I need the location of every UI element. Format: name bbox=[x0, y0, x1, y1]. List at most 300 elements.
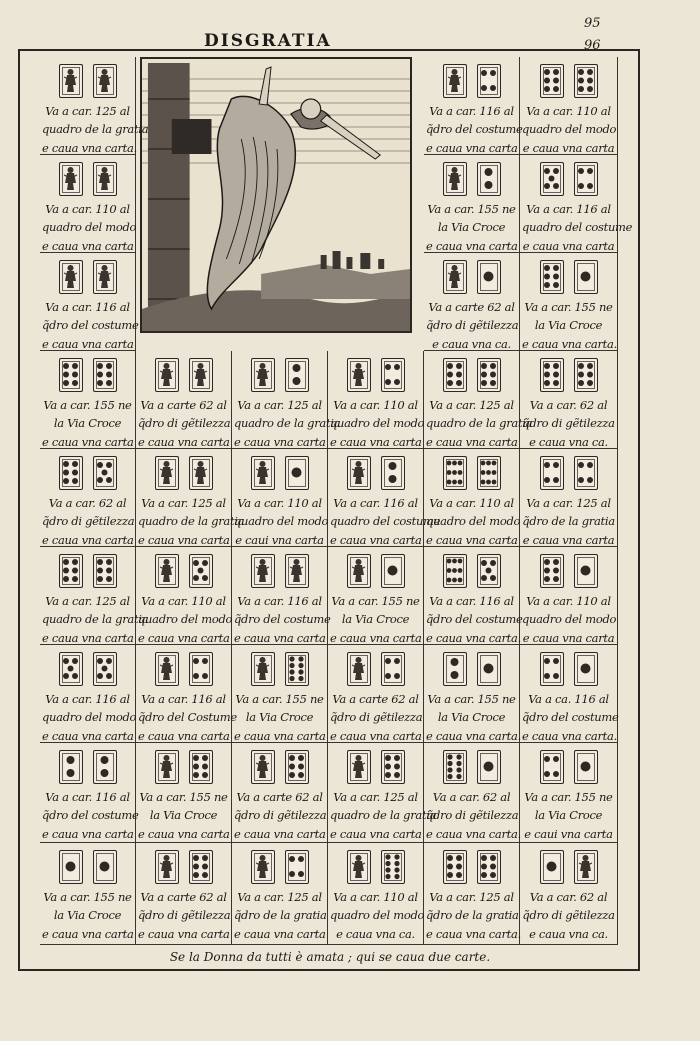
cell-text-line: Va a car. 116 al bbox=[45, 692, 130, 706]
page-number-95: 95 bbox=[584, 16, 601, 31]
cell-text-line: q̃dro di gẽtilezza bbox=[522, 416, 615, 430]
cell-text-line: Va a car. 125 al bbox=[45, 104, 130, 118]
cell-text-line: Va a car. 125 al bbox=[237, 890, 322, 904]
card-pair bbox=[232, 358, 327, 394]
pip-card-icon bbox=[93, 750, 117, 784]
figure-card-icon bbox=[155, 850, 179, 884]
cell-text-line: e caua vna carta. bbox=[522, 337, 617, 351]
figure-card-icon bbox=[347, 750, 371, 784]
cell-text-line: quadro de la gratia bbox=[234, 416, 341, 430]
card-cell bbox=[520, 155, 633, 253]
pip-card-icon bbox=[285, 850, 309, 884]
card-pair bbox=[232, 850, 327, 886]
figure-card-icon bbox=[574, 850, 598, 884]
cell-text-line: e caua vna carta bbox=[138, 927, 230, 941]
cell-text-line: e caua vna carta bbox=[330, 435, 422, 449]
pip-card-icon bbox=[477, 162, 501, 196]
cell-text-line: e caua vna carta bbox=[42, 729, 134, 743]
cell-text-line: la Via Croce bbox=[53, 908, 122, 922]
cell-text-line: e caua vna carta bbox=[42, 435, 134, 449]
cell-text-line: Va a car. 116 al bbox=[333, 496, 418, 510]
pip-card-icon bbox=[477, 260, 501, 294]
cell-text-line: Va a car. 116 al bbox=[526, 202, 611, 216]
pip-card-icon bbox=[574, 64, 598, 98]
card-pair bbox=[424, 64, 519, 100]
figure-card-icon bbox=[443, 162, 467, 196]
cell-text-line: Va a car. 155 ne bbox=[331, 594, 420, 608]
card-pair bbox=[40, 260, 135, 296]
cell-text-line: Va a car. 110 al bbox=[333, 890, 418, 904]
cell-text-line: Va a car. 155 ne bbox=[427, 692, 516, 706]
card-pair bbox=[520, 554, 617, 590]
card-cell bbox=[136, 743, 232, 843]
cell-text-line: Va a car. 155 ne bbox=[524, 300, 613, 314]
card-cell bbox=[232, 743, 328, 843]
figure-card-icon bbox=[155, 358, 179, 392]
cell-text-line: e caua vna ca. bbox=[432, 337, 511, 351]
pip-card-icon bbox=[443, 750, 467, 784]
card-cell bbox=[424, 57, 523, 155]
cell-text-line: Va a car. 116 al bbox=[45, 790, 130, 804]
cell-text-line: Va a car. 110 al bbox=[141, 594, 226, 608]
cell-text-line: quadro del modo bbox=[42, 220, 137, 234]
figure-card-icon bbox=[251, 456, 275, 490]
pip-card-icon bbox=[59, 850, 83, 884]
cell-text-line: e caua vna carta bbox=[234, 827, 326, 841]
cell-text-line: Va a car. 116 al bbox=[429, 104, 514, 118]
figure-card-icon bbox=[155, 750, 179, 784]
card-pair bbox=[520, 850, 617, 886]
pip-card-icon bbox=[93, 850, 117, 884]
pip-card-icon bbox=[443, 358, 467, 392]
figure-card-icon bbox=[155, 456, 179, 490]
pip-card-icon bbox=[477, 850, 501, 884]
cell-text-line: Va a car. 125 al bbox=[237, 398, 322, 412]
pip-card-icon bbox=[574, 652, 598, 686]
card-cell bbox=[40, 57, 149, 155]
card-pair bbox=[40, 358, 135, 394]
card-cell bbox=[40, 743, 139, 843]
figure-card-icon bbox=[285, 554, 309, 588]
card-cell bbox=[424, 155, 520, 253]
pip-card-icon bbox=[189, 850, 213, 884]
pip-card-icon bbox=[540, 750, 564, 784]
cell-text-line: q̃dro del costume bbox=[234, 612, 331, 626]
card-cell bbox=[520, 57, 618, 155]
figure-card-icon bbox=[251, 554, 275, 588]
card-pair bbox=[520, 750, 617, 786]
pip-card-icon bbox=[59, 456, 83, 490]
cell-text-line: e caua vna carta bbox=[426, 533, 518, 547]
cell-text-line: e caua vna ca. bbox=[336, 927, 415, 941]
pip-card-icon bbox=[477, 358, 501, 392]
cell-text-line: Va a car. 125 al bbox=[333, 790, 418, 804]
figure-card-icon bbox=[155, 554, 179, 588]
card-cell bbox=[520, 743, 618, 843]
pip-card-icon bbox=[477, 64, 501, 98]
pip-card-icon bbox=[189, 554, 213, 588]
pip-card-icon bbox=[540, 260, 564, 294]
figure-card-icon bbox=[443, 64, 467, 98]
cell-text-line: quadro del modo bbox=[42, 710, 137, 724]
card-cell bbox=[328, 449, 441, 547]
cell-text-line: quadro de la gratia bbox=[426, 416, 533, 430]
card-pair bbox=[328, 358, 423, 394]
cell-text-line: e caua vna carta. bbox=[426, 827, 521, 841]
cell-text-line: Va a car. 155 ne bbox=[43, 890, 132, 904]
card-pair bbox=[520, 64, 617, 100]
cell-text-line: Va a car. 110 al bbox=[429, 496, 514, 510]
card-cell bbox=[40, 351, 136, 449]
pip-card-icon bbox=[540, 456, 564, 490]
cell-text-line: Va a car. 116 al bbox=[141, 692, 226, 706]
pip-card-icon bbox=[189, 652, 213, 686]
figure-card-icon bbox=[347, 358, 371, 392]
cell-text-line: e caua vna ca. bbox=[529, 927, 608, 941]
pip-card-icon bbox=[93, 652, 117, 686]
card-pair bbox=[520, 162, 617, 198]
cell-text-line: e caua vna carta bbox=[234, 631, 326, 645]
cell-text-line: e caua vna carta bbox=[234, 927, 326, 941]
pip-card-icon bbox=[381, 456, 405, 490]
card-cell bbox=[424, 843, 520, 945]
pip-card-icon bbox=[477, 554, 501, 588]
cell-text-line: e caua vna carta bbox=[522, 141, 615, 155]
card-cell bbox=[232, 843, 328, 945]
cell-text-line: quadro del modo bbox=[330, 908, 425, 922]
card-cell bbox=[424, 645, 520, 743]
card-pair bbox=[232, 750, 327, 786]
cell-text-line: e caua vna carta bbox=[138, 533, 230, 547]
cell-text-line: e caui vna carta bbox=[524, 827, 613, 841]
card-pair bbox=[520, 358, 617, 394]
pip-card-icon bbox=[381, 850, 405, 884]
figure-card-icon bbox=[347, 850, 371, 884]
cell-text-line: Va a car. 125 al bbox=[429, 398, 514, 412]
pip-card-icon bbox=[381, 554, 405, 588]
pip-card-icon bbox=[540, 162, 564, 196]
cell-text-line: Va a carte 62 al bbox=[236, 790, 323, 804]
cell-text-line: e caua vna carta bbox=[42, 827, 134, 841]
cell-text-line: e caua vna carta bbox=[426, 435, 518, 449]
card-pair bbox=[520, 652, 617, 688]
pip-card-icon bbox=[93, 554, 117, 588]
cell-text-line: e caua vna carta. bbox=[426, 927, 521, 941]
card-cell bbox=[328, 743, 437, 843]
cell-text-line: e caua vna carta bbox=[426, 239, 518, 253]
pip-card-icon bbox=[540, 64, 564, 98]
pip-card-icon bbox=[285, 358, 309, 392]
pip-card-icon bbox=[189, 750, 213, 784]
pip-card-icon bbox=[540, 358, 564, 392]
pip-card-icon bbox=[381, 750, 405, 784]
card-pair bbox=[328, 850, 423, 886]
pip-card-icon bbox=[285, 652, 309, 686]
cell-text-line: e caua vna carta bbox=[42, 533, 134, 547]
card-cell bbox=[136, 843, 232, 945]
card-pair bbox=[424, 358, 519, 394]
cell-text-line: q̃dro del costume bbox=[42, 318, 139, 332]
figure-card-icon bbox=[93, 162, 117, 196]
cell-text-line: Va a car. 155 ne bbox=[235, 692, 324, 706]
cell-text-line: Va a car. 110 al bbox=[526, 594, 611, 608]
cell-text-line: la Via Croce bbox=[437, 710, 506, 724]
pip-card-icon bbox=[477, 456, 501, 490]
page-title: DISGRATIA bbox=[204, 31, 332, 51]
card-pair bbox=[328, 652, 423, 688]
cell-text-line: e caua vna carta bbox=[522, 239, 615, 253]
pip-card-icon bbox=[574, 162, 598, 196]
page-number-96: 96 bbox=[584, 38, 601, 53]
card-cell bbox=[424, 743, 520, 843]
cell-text-line: Va a ca. 116 al bbox=[528, 692, 609, 706]
cell-text-line: q̃dro di gẽtilezza bbox=[138, 908, 231, 922]
card-cell bbox=[520, 351, 618, 449]
card-pair bbox=[40, 64, 135, 100]
figure-card-icon bbox=[251, 750, 275, 784]
pip-card-icon bbox=[93, 456, 117, 490]
cell-text-line: quadro del modo bbox=[138, 612, 233, 626]
card-pair bbox=[232, 456, 327, 492]
pip-card-icon bbox=[443, 652, 467, 686]
pip-card-icon bbox=[540, 652, 564, 686]
card-cell bbox=[40, 843, 136, 945]
figure-card-icon bbox=[59, 260, 83, 294]
cell-text-line: quadro del modo bbox=[522, 122, 617, 136]
cell-text-line: e caua vna carta bbox=[330, 533, 422, 547]
pip-card-icon bbox=[574, 260, 598, 294]
card-cell bbox=[232, 449, 328, 547]
cell-text-line: Va a car. 155 ne bbox=[427, 202, 516, 216]
card-cell bbox=[520, 547, 618, 645]
cell-text-line: la Via Croce bbox=[534, 318, 603, 332]
card-pair bbox=[40, 554, 135, 590]
pip-card-icon bbox=[477, 750, 501, 784]
cell-text-line: q̃dro di gẽtilezza bbox=[426, 318, 519, 332]
card-pair bbox=[328, 456, 423, 492]
figure-card-icon bbox=[189, 456, 213, 490]
cell-text-line: e caua vna carta bbox=[330, 827, 422, 841]
cell-text-line: q̃dro del costume bbox=[42, 808, 139, 822]
card-pair bbox=[520, 260, 617, 296]
card-pair bbox=[424, 652, 519, 688]
cell-text-line: quadro del costume bbox=[522, 220, 633, 234]
cell-text-line: la Via Croce bbox=[149, 808, 218, 822]
card-cell bbox=[232, 645, 328, 743]
figure-card-icon bbox=[59, 64, 83, 98]
cell-text-line: e caua vna carta bbox=[234, 729, 326, 743]
cell-text-line: quadro del modo bbox=[330, 416, 425, 430]
cell-text-line: e caui vna carta bbox=[235, 533, 324, 547]
cell-text-line: quadro de la gratia bbox=[138, 514, 245, 528]
card-cell bbox=[520, 843, 618, 945]
figure-card-icon bbox=[251, 358, 275, 392]
cell-text-line: e caua vna carta bbox=[138, 729, 230, 743]
card-pair bbox=[232, 554, 327, 590]
cell-text-line: q̃dro di gẽtilezza bbox=[234, 808, 327, 822]
cell-text-line: e caua vna carta bbox=[42, 239, 134, 253]
cell-text-line: e caua vna carta. bbox=[42, 141, 137, 155]
card-pair bbox=[40, 162, 135, 198]
cell-text-line: q̃dro del Costume bbox=[138, 710, 237, 724]
cell-text-line: e caua vna carta bbox=[522, 631, 615, 645]
card-cell bbox=[328, 843, 424, 945]
card-cell bbox=[520, 645, 618, 743]
card-cell bbox=[40, 449, 136, 547]
card-pair bbox=[40, 750, 135, 786]
card-pair bbox=[424, 260, 519, 296]
cell-text-line: Va a car. 62 al bbox=[529, 398, 608, 412]
figure-card-icon bbox=[347, 652, 371, 686]
cell-text-line: Va a car. 125 al bbox=[141, 496, 226, 510]
card-cell bbox=[232, 351, 341, 449]
cell-text-line: la Via Croce bbox=[245, 710, 314, 724]
cell-text-line: quadro de la gratia bbox=[42, 612, 149, 626]
cell-text-line: e caua vna carta bbox=[42, 631, 134, 645]
cell-text-line: quadro del modo bbox=[426, 514, 521, 528]
cell-text-line: q̃dro de la gratia bbox=[234, 908, 327, 922]
cell-text-line: e caua vna carta bbox=[138, 631, 230, 645]
cell-text-line: Va a car. 155 ne bbox=[524, 790, 613, 804]
cell-text-line: Va a car. 62 al bbox=[48, 496, 127, 510]
cell-text-line: e caua vna carta bbox=[42, 927, 134, 941]
cell-text-line: quadro del modo bbox=[234, 514, 329, 528]
card-pair bbox=[136, 554, 231, 590]
card-cell bbox=[520, 449, 618, 547]
cell-text-line: Va a car. 110 al bbox=[45, 202, 130, 216]
pip-card-icon bbox=[59, 358, 83, 392]
cell-text-line: Va a car. 110 al bbox=[333, 398, 418, 412]
cell-text-line: Va a car. 62 al bbox=[432, 790, 511, 804]
cell-text-line: q̃dro di gẽtilezza bbox=[426, 808, 519, 822]
cell-text-line: la Via Croce bbox=[534, 808, 603, 822]
pip-card-icon bbox=[93, 358, 117, 392]
cell-text-line: q̃dro di gẽtilezza bbox=[330, 710, 423, 724]
card-pair bbox=[136, 358, 231, 394]
card-cell bbox=[424, 547, 523, 645]
card-pair bbox=[136, 750, 231, 786]
card-pair bbox=[136, 652, 231, 688]
pip-card-icon bbox=[540, 850, 564, 884]
card-pair bbox=[328, 554, 423, 590]
figure-card-icon bbox=[189, 358, 213, 392]
cell-text-line: Va a car. 155 ne bbox=[43, 398, 132, 412]
card-pair bbox=[136, 456, 231, 492]
cell-text-line: q̃dro del costume bbox=[426, 612, 523, 626]
cell-text-line: e caua vna carta. bbox=[522, 729, 617, 743]
pip-card-icon bbox=[59, 554, 83, 588]
cell-text-line: e caua vna carta bbox=[330, 729, 422, 743]
figure-card-icon bbox=[443, 260, 467, 294]
pip-card-icon bbox=[574, 554, 598, 588]
cell-text-line: Va a car. 110 al bbox=[237, 496, 322, 510]
cell-text-line: Va a carte 62 al bbox=[140, 890, 227, 904]
card-pair bbox=[40, 456, 135, 492]
cell-text-line: q̃dro di gẽtilezza bbox=[522, 908, 615, 922]
cell-text-line: Va a car. 125 al bbox=[45, 594, 130, 608]
card-pair bbox=[40, 652, 135, 688]
pip-card-icon bbox=[285, 750, 309, 784]
card-cell bbox=[424, 253, 520, 351]
card-cell bbox=[424, 351, 533, 449]
cell-text-line: quadro de la gratia bbox=[42, 122, 149, 136]
cell-text-line: quadro de la gratia bbox=[330, 808, 437, 822]
card-pair bbox=[520, 456, 617, 492]
cell-text-line: Va a car. 125 al bbox=[429, 890, 514, 904]
card-cell bbox=[136, 449, 245, 547]
pip-card-icon bbox=[540, 554, 564, 588]
card-cell bbox=[40, 645, 136, 743]
cell-text-line: e caua vna carta bbox=[42, 337, 134, 351]
cell-text-line: e caua vna ca. bbox=[529, 435, 608, 449]
cell-text-line: e caua vna carta bbox=[426, 141, 518, 155]
pip-card-icon bbox=[59, 652, 83, 686]
card-cell bbox=[136, 645, 237, 743]
pip-card-icon bbox=[443, 456, 467, 490]
card-pair bbox=[424, 162, 519, 198]
cell-text-line: Va a carte 62 al bbox=[332, 692, 419, 706]
card-cell bbox=[520, 253, 618, 351]
card-cell bbox=[328, 645, 424, 743]
cell-text-line: e caua vna carta. bbox=[426, 631, 521, 645]
card-cell bbox=[40, 547, 149, 645]
cell-text-line: q̃dro di gẽtilezza bbox=[138, 416, 231, 430]
card-pair bbox=[424, 456, 519, 492]
figure-card-icon bbox=[251, 850, 275, 884]
cell-text-line: q̃dro de la gratia bbox=[522, 514, 615, 528]
pip-card-icon bbox=[381, 652, 405, 686]
card-cell bbox=[232, 547, 331, 645]
card-cell bbox=[136, 351, 232, 449]
card-pair bbox=[424, 750, 519, 786]
pip-card-icon bbox=[477, 652, 501, 686]
figure-card-icon bbox=[155, 652, 179, 686]
cell-text-line: e caua vna carta bbox=[138, 435, 230, 449]
cell-text-line: quadro del costume bbox=[330, 514, 441, 528]
pip-card-icon bbox=[443, 554, 467, 588]
cell-text-line: Va a car. 125 al bbox=[526, 496, 611, 510]
card-cell bbox=[424, 449, 520, 547]
card-cell bbox=[328, 547, 424, 645]
card-cell bbox=[328, 351, 424, 449]
pip-card-icon bbox=[381, 358, 405, 392]
footer-note: Se la Donna da tutti è amata ; qui se caua due carte. bbox=[169, 950, 491, 964]
figure-card-icon bbox=[347, 456, 371, 490]
cell-text-line: Va a carte 62 al bbox=[428, 300, 515, 314]
cell-text-line: Va a car. 110 al bbox=[526, 104, 611, 118]
pip-card-icon bbox=[574, 358, 598, 392]
cell-text-line: e caua vna carta. bbox=[426, 729, 521, 743]
cell-text-line: Va a carte 62 al bbox=[140, 398, 227, 412]
cell-text-line: e caua vna carta bbox=[234, 435, 326, 449]
cell-text-line: la Via Croce bbox=[341, 612, 410, 626]
card-cell bbox=[40, 155, 136, 253]
cell-text-line: e caua vna carta bbox=[138, 827, 230, 841]
card-pair bbox=[232, 652, 327, 688]
pip-card-icon bbox=[574, 750, 598, 784]
cell-text-line: Va a car. 155 ne bbox=[139, 790, 228, 804]
pip-card-icon bbox=[443, 850, 467, 884]
card-cell bbox=[40, 253, 139, 351]
cell-text-line: Va a car. 62 al bbox=[529, 890, 608, 904]
cell-text-line: q̃dro del costume bbox=[426, 122, 523, 136]
cell-text-line: q̃dro de la gratia bbox=[426, 908, 519, 922]
cell-text-line: Va a car. 116 al bbox=[429, 594, 514, 608]
cell-text-line: la Via Croce bbox=[53, 416, 122, 430]
pip-card-icon bbox=[59, 750, 83, 784]
cell-text-line: quadro del modo bbox=[522, 612, 617, 626]
pip-card-icon bbox=[574, 456, 598, 490]
